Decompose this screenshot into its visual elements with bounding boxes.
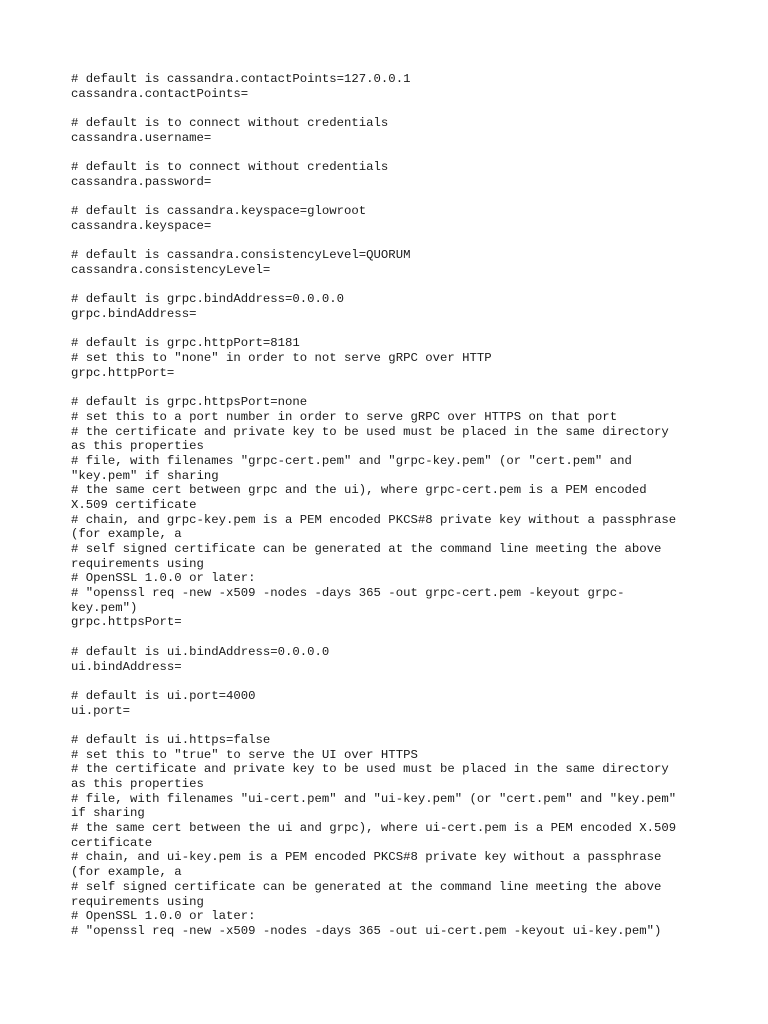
text-line: key.pem") [71, 600, 138, 615]
text-line: grpc.bindAddress= [71, 307, 197, 321]
comment-line: # default is ui.port=4000 [71, 688, 256, 703]
comment-line: # default is to connect without credentials [71, 160, 389, 175]
blank-line [71, 380, 751, 395]
text-line: as this properties [71, 439, 204, 454]
text-line: ui.port= [71, 703, 131, 718]
comment-line: # chain, and ui-key.pem is a PEM encoded PKCS#8 private key without a passphrase [71, 850, 662, 865]
comment-line: # set this to "none" in order to not serve gRPC over HTTP [71, 351, 492, 366]
text-line: requirements using [71, 556, 204, 571]
blank-line [71, 630, 751, 645]
blank-line [71, 145, 751, 160]
text-line: certificate [71, 835, 153, 850]
text-line: requirements using [71, 894, 204, 909]
properties-document [71, 72, 751, 939]
text-line: grpc.httpsPort= [71, 615, 182, 630]
text-line: (for example, a [71, 865, 182, 880]
text-line: cassandra.password= [71, 174, 212, 189]
blank-line [71, 101, 751, 116]
text-line: cassandra.keyspace= [71, 218, 212, 233]
comment-line: # the certificate and private key to be used must be placed in the same directory [71, 762, 669, 777]
comment-line: # default is cassandra.keyspace=glowroot [71, 204, 367, 219]
text-line: grpc.httpPort= [71, 365, 175, 380]
comment-line: # set this to a port number in order to serve gRPC over HTTPS on that port [71, 409, 618, 424]
blank-line [71, 674, 751, 689]
comment-line: # the same cert between the ui and grpc), where ui-cert.pem is a PEM encoded X.509 [71, 821, 677, 836]
comment-line: # file, with filenames "ui-cert.pem" and "ui-key.pem" (or "cert.pem" and "key.pem" [71, 791, 677, 806]
comment-line: # OpenSSL 1.0.0 or later: [71, 909, 256, 924]
text-line: cassandra.contactPoints= [71, 86, 249, 101]
comment-line: # the certificate and private key to be used must be placed in the same directory [71, 424, 669, 439]
comment-line: # default is cassandra.consistencyLevel=QUORUM [71, 248, 411, 263]
blank-line [71, 190, 751, 205]
blank-line [71, 718, 751, 733]
comment-line: # chain, and grpc-key.pem is a PEM encoded PKCS#8 private key without a passphrase [71, 512, 677, 527]
comment-line: # default is ui.https=false [71, 732, 271, 747]
comment-line: # OpenSSL 1.0.0 or later: [71, 571, 256, 586]
comment-line: # self signed certificate can be generated at the command line meeting the above [71, 879, 662, 894]
comment-line: # default is grpc.bindAddress=0.0.0.0 [71, 292, 345, 307]
comment-line: # self signed certificate can be generated at the command line meeting the above [71, 542, 662, 556]
comment-line: # set this to "true" to serve the UI over HTTPS [71, 747, 418, 762]
comment-line: # default is to connect without credentials [71, 116, 389, 131]
text-line: as this properties [71, 777, 204, 791]
comment-line: # default is cassandra.contactPoints=127.0.0.1 [71, 72, 411, 86]
blank-line [71, 234, 751, 249]
comment-line: # default is grpc.httpPort=8181 [71, 336, 300, 351]
comment-line: # default is ui.bindAddress=0.0.0.0 [71, 644, 330, 659]
text-line: if sharing [71, 806, 145, 821]
blank-line [71, 322, 751, 337]
comment-line: # file, with filenames "grpc-cert.pem" and "grpc-key.pem" (or "cert.pem" and [71, 453, 632, 468]
text-line: ui.bindAddress= [71, 659, 182, 674]
comment-line: # the same cert between grpc and the ui), where grpc-cert.pem is a PEM encoded [71, 483, 647, 498]
blank-line [71, 278, 751, 293]
text-line: cassandra.consistencyLevel= [71, 262, 271, 277]
text-line: cassandra.username= [71, 130, 212, 145]
comment-line: # default is grpc.httpsPort=none [71, 395, 308, 410]
comment-line: # "openssl req -new -x509 -nodes -days 365 -out grpc-cert.pem -keyout grpc- [71, 586, 625, 601]
text-line: X.509 certificate [71, 497, 197, 512]
text-line: "key.pem" if sharing [71, 468, 219, 483]
comment-line: # "openssl req -new -x509 -nodes -days 365 -out ui-cert.pem -keyout ui-key.pem") [71, 923, 662, 938]
text-line: (for example, a [71, 527, 182, 542]
